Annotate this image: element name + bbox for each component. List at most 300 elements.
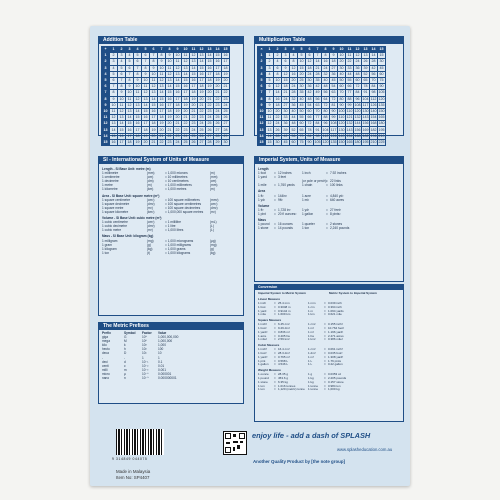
grid-cell: 20: [275, 108, 280, 113]
grid-cell: 14: [191, 65, 196, 70]
grid-cell: 17: [215, 65, 220, 70]
grid-cell: 72: [331, 96, 336, 101]
prefix-cell: µ: [124, 371, 126, 376]
grid-cell: 9: [150, 65, 158, 71]
grid-cell: 23: [191, 121, 196, 126]
conversion-sub-left: Imperial System to Metric System: [258, 291, 306, 295]
unit-cell: 640 acres: [330, 197, 344, 202]
grid-cell: 5: [298, 53, 306, 59]
metric-prefixes-panel: [98, 322, 244, 404]
grid-cell: 24: [207, 115, 212, 120]
unit-cell: =: [326, 197, 328, 202]
grid-cell: 20: [159, 127, 164, 132]
grid-cell: 17: [191, 84, 196, 89]
grid-cell: 120: [378, 96, 385, 101]
grid-cell: 2: [110, 53, 118, 59]
prefix-cell: hecto: [102, 347, 110, 352]
grid-cell: 12: [159, 78, 164, 83]
grid-cell: 11: [118, 102, 126, 108]
grid-cell: 8: [266, 96, 274, 102]
grid-cell: 90: [331, 108, 336, 113]
grid-cell: 78: [307, 127, 312, 132]
grid-cell: 14: [207, 53, 212, 58]
grid-cell: 18: [215, 71, 220, 76]
conversion-cell: 1.094 yards: [328, 308, 344, 313]
grid-cell: 27: [199, 139, 204, 144]
conversion-cell: =: [324, 301, 326, 305]
grid-cell: 8: [274, 71, 282, 77]
grid-cell: 10: [259, 108, 264, 113]
grid-cell: 65: [299, 127, 304, 132]
conversion-panel: [254, 284, 404, 422]
prefix-cell: M: [124, 339, 127, 344]
conversion-cell: 25.4 mm: [278, 301, 290, 305]
grid-cell: 11: [346, 53, 354, 59]
grid-cell: 5: [298, 47, 306, 53]
grid-cell: 18: [151, 121, 156, 126]
grid-cell: 14: [159, 90, 164, 95]
grid-cell: 12: [167, 71, 172, 76]
conversion-cell: =: [324, 350, 326, 355]
reference-card: [90, 26, 410, 486]
conversion-cell: 1 L: [308, 358, 313, 363]
grid-cell: 16: [151, 108, 156, 113]
grid-cell: 60: [355, 78, 360, 83]
grid-cell: 98: [371, 90, 376, 95]
grid-cell: 56: [315, 96, 320, 101]
unit-cell: 1 square kilometre: [102, 209, 129, 214]
prefix-cell: deca: [102, 351, 109, 356]
grid-cell: 40: [323, 78, 328, 83]
grid-cell: 19: [167, 115, 172, 120]
grid-cell: 12: [103, 121, 108, 126]
conversion-cell: 28.35 g: [278, 372, 289, 377]
conversion-cell: 1.76 pints: [328, 358, 342, 363]
grid-cell: 15: [111, 133, 116, 138]
grid-cell: 24: [175, 139, 180, 144]
product-info: [116, 469, 150, 481]
grid-cell: 2: [274, 53, 282, 59]
grid-cell: 3: [102, 65, 110, 71]
conversion-cell: 1 kg: [308, 379, 314, 384]
grid-cell: 22: [167, 133, 172, 138]
grid-cell: 52: [363, 71, 368, 76]
grid-cell: 19: [191, 96, 196, 101]
grid-cell: 195: [362, 139, 369, 144]
grid-cell: 4: [274, 59, 282, 65]
prefix-header: Value: [158, 331, 167, 335]
conversion-cell: 1,000 kg: [328, 387, 340, 392]
grid-cell: 20: [223, 78, 228, 83]
unit-cell: 1 yard: [258, 175, 267, 180]
grid-cell: 23: [207, 108, 212, 113]
grid-cell: 45: [331, 78, 336, 83]
grid-cell: 143: [346, 127, 353, 132]
unit-cell: (m²): [147, 205, 153, 210]
conversion-cell: 0.405 ha: [278, 333, 290, 338]
grid-cell: 11: [110, 108, 118, 114]
grid-cell: 5: [142, 47, 150, 53]
grid-cell: 1: [110, 47, 118, 53]
conversion-cell: =: [324, 387, 326, 392]
grid-cell: 9: [330, 53, 338, 59]
grid-cell: 10: [143, 78, 148, 83]
grid-cell: 135: [330, 139, 337, 144]
grid-cell: 150: [338, 139, 345, 144]
unit-cell: (km): [147, 187, 154, 192]
conversion-cell: 28.3 dm³: [278, 350, 290, 355]
grid-cell: 65: [363, 78, 368, 83]
section-heading: Mass - SI Base Unit: kilogram (kg): [102, 234, 154, 239]
unit-cell: 4,840 yd²: [330, 193, 344, 198]
grid-row: [102, 139, 230, 145]
unit-row: [258, 198, 400, 202]
conversion-cell: 1 m²: [308, 325, 314, 330]
conversion-cell: =: [324, 383, 326, 388]
grid-cell: 132: [346, 121, 353, 126]
grid-cell: 44: [291, 115, 296, 120]
conversion-sub-right: Metric System to Imperial System: [329, 291, 377, 295]
grid-cell: 10: [127, 90, 132, 95]
conversion-cell: 1 g: [308, 372, 313, 377]
grid-cell: 1: [266, 47, 274, 53]
prefix-cell: 10⁻³: [142, 367, 149, 372]
grid-cell: 5: [126, 59, 134, 65]
grid-cell: 210: [378, 133, 385, 138]
grid-cell: 13: [135, 102, 140, 107]
unit-cell: =: [274, 175, 276, 180]
grid-cell: 32: [323, 71, 328, 76]
conversion-cell: 1 tonne: [308, 383, 319, 388]
grid-cell: 120: [322, 139, 329, 144]
grid-cell: 21: [159, 133, 164, 138]
conversion-cell: =: [274, 358, 276, 363]
grid-cell: 7: [314, 53, 322, 59]
conversion-cell: 1 inch²: [258, 322, 268, 327]
grid-cell: 12: [135, 96, 140, 101]
conversion-cell: =: [274, 347, 276, 352]
grid-cell: 12: [291, 65, 296, 70]
unit-cell: (mm): [210, 175, 218, 180]
grid-cell: 22: [175, 127, 180, 132]
conversion-cell: =: [324, 379, 326, 384]
grid-cell: 14: [199, 59, 204, 64]
conversion-row: [255, 388, 403, 392]
grid-cell: 14: [371, 53, 376, 58]
unit-cell: 14 pounds: [278, 226, 293, 231]
grid-cell: 19: [207, 84, 212, 89]
grid-cell: 24: [275, 121, 280, 126]
grid-cell: 16: [143, 115, 148, 120]
grid-cell: 25: [215, 115, 220, 120]
conversion-cell: 1 cm³: [308, 347, 316, 352]
conversion-cell: 0.386 mile²: [328, 337, 343, 342]
grid-cell: 24: [215, 108, 220, 113]
si-units-panel: [98, 156, 244, 316]
unit-cell: 1 decimetre: [102, 179, 119, 184]
conversion-cell: 1 stone: [258, 379, 268, 384]
grid-cell: 4: [134, 47, 142, 53]
grid-cell: 19: [223, 71, 228, 76]
grid-cell: 7: [118, 77, 126, 83]
conversion-cell: =: [274, 379, 276, 384]
grid-cell: 132: [354, 115, 361, 120]
grid-cell: 18: [331, 59, 336, 64]
prefix-cell: 10⁻⁶: [142, 371, 149, 376]
grid-cell: 14: [119, 121, 124, 126]
grid-cell: 23: [175, 133, 180, 138]
unit-cell: 1 milligram: [102, 238, 118, 243]
grid-cell: 36: [283, 121, 288, 126]
grid-cell: 24: [191, 127, 196, 132]
prefix-cell: 0.01: [158, 363, 165, 368]
grid-cell: 7: [102, 90, 110, 96]
grid-cell: 156: [354, 127, 361, 132]
conversion-cell: 1.196 yard²: [328, 329, 344, 334]
grid-cell: 12: [127, 102, 132, 107]
grid-cell: 195: [378, 127, 385, 132]
grid-cell: 6: [110, 77, 118, 83]
prefix-header: Symbol: [124, 331, 136, 335]
grid-cell: 55: [347, 78, 352, 83]
grid-cell: 18: [183, 96, 188, 101]
grid-cell: 9: [266, 102, 274, 108]
unit-row: [258, 183, 400, 187]
grid-cell: 13: [259, 127, 264, 132]
grid-cell: 27: [283, 102, 288, 107]
prefix-cell: deci: [102, 359, 108, 364]
grid-cell: 108: [354, 102, 361, 107]
grid-cell: 15: [199, 65, 204, 70]
metric-prefixes-title: The Metric Prefixes: [99, 323, 243, 330]
grid-cell: 12: [119, 108, 124, 113]
grid-cell: 23: [199, 115, 204, 120]
grid-cell: 14: [135, 108, 140, 113]
conversion-cell: 0.836 m²: [278, 329, 290, 334]
grid-cell: 130: [338, 127, 345, 132]
grid-cell: 104: [362, 96, 369, 101]
unit-cell: 1 chain: [302, 183, 313, 188]
grid-cell: 18: [143, 127, 148, 132]
grid-cell: 16: [191, 78, 196, 83]
grid-cell: 15: [207, 59, 212, 64]
grid-cell: 8: [158, 53, 166, 59]
unit-cell: 9ft²: [278, 197, 283, 202]
grid-cell: 17: [159, 108, 164, 113]
conversion-title: Conversion: [255, 285, 403, 290]
grid-cell: 8: [102, 96, 110, 102]
grid-cell: 11: [190, 47, 198, 53]
grid-cell: 4: [118, 59, 126, 65]
grid-cell: 49: [315, 90, 320, 95]
prefix-cell: 1,000,000,000: [158, 335, 179, 340]
grid-cell: 14: [103, 133, 108, 138]
grid-cell: 36: [331, 71, 336, 76]
grid-cell: 15: [135, 115, 140, 120]
prefix-cell: 0.001: [158, 367, 166, 372]
conversion-cell: 1 ounce: [258, 372, 269, 377]
conversion-group-heading: Linear Measure: [258, 297, 281, 301]
grid-cell: 2: [274, 47, 282, 53]
unit-cell: = 100 square centimetres: [165, 201, 202, 206]
prefix-cell: 0.1: [158, 359, 163, 364]
grid-cell: 48: [323, 84, 328, 89]
unit-cell: (cm²): [210, 201, 218, 206]
grid-cell: 8: [258, 96, 266, 102]
grid-cell: 4: [290, 53, 298, 59]
grid-cell: 210: [370, 139, 377, 144]
grid-cell: 7: [142, 59, 150, 65]
grid-cell: 8: [126, 77, 134, 83]
unit-cell: (dm²): [147, 201, 155, 206]
prefix-cell: 10²: [142, 347, 147, 352]
grid-cell: 12: [307, 59, 312, 64]
si-units-title: SI - International System of Units of Measure: [99, 157, 243, 164]
conversion-cell: 0.0353 oz: [328, 372, 342, 377]
grid-cell: 77: [315, 115, 320, 120]
grid-cell: 4: [266, 71, 274, 77]
unit-cell: (dm²): [210, 205, 218, 210]
unit-cell: =: [274, 222, 276, 227]
conversion-cell: 1 m³: [308, 354, 314, 359]
grid-cell: 1: [258, 53, 266, 59]
grid-cell: 9: [110, 96, 118, 102]
grid-cell: 2: [102, 59, 110, 65]
grid-cell: 120: [354, 108, 361, 113]
grid-cell: 15: [379, 47, 384, 52]
unit-cell: 1 quarter: [302, 222, 315, 227]
grid-cell: 12: [267, 121, 272, 126]
grid-cell: 10: [159, 65, 164, 70]
qr-code: [223, 431, 247, 455]
grid-cell: 9: [330, 47, 338, 53]
unit-cell: 1 kilogram: [102, 246, 117, 251]
conversion-cell: =: [324, 312, 326, 317]
grid-cell: 2: [258, 59, 266, 65]
grid-cell: 15: [151, 102, 156, 107]
unit-cell: 1 ton: [102, 250, 110, 255]
grid-cell: 36: [307, 84, 312, 89]
unit-cell: 12 inches: [278, 171, 292, 176]
conversion-cell: 6.35 kg: [278, 379, 288, 384]
section-heading: Mass: [258, 218, 266, 223]
conversion-cell: 1 ton: [258, 383, 265, 388]
unit-cell: (mg): [210, 242, 217, 247]
grid-cell: 66: [347, 84, 352, 89]
conversion-cell: =: [274, 329, 276, 334]
grid-cell: 14: [111, 127, 116, 132]
grid-cell: 10: [275, 78, 280, 83]
grid-cell: 8: [290, 59, 298, 65]
conversion-cell: 2.471 acres: [328, 333, 344, 338]
grid-cell: 22: [159, 139, 164, 144]
grid-cell: 56: [371, 71, 376, 76]
website-link[interactable]: www.splasheducation.com.au: [337, 447, 393, 452]
grid-cell: 16: [199, 71, 204, 76]
grid-cell: 10: [103, 108, 108, 113]
grid-cell: 112: [322, 133, 329, 138]
conversion-group-heading: Square Measure: [258, 318, 282, 323]
grid-cell: 55: [299, 115, 304, 120]
grid-cell: 20: [291, 78, 296, 83]
grid-cell: 180: [378, 121, 385, 126]
grid-cell: 17: [199, 78, 204, 83]
prefix-cell: giga: [102, 335, 109, 340]
conversion-cell: 2.59 km²: [278, 337, 290, 342]
grid-cell: 52: [291, 127, 296, 132]
grid-cell: 30: [223, 139, 228, 144]
grid-cell: 14: [371, 47, 376, 52]
grid-cell: 3: [258, 65, 266, 71]
unit-cell: 1 cubic metre: [102, 228, 122, 233]
grid-cell: 60: [379, 71, 384, 76]
grid-cell: 9: [166, 53, 174, 59]
grid-cell: 91: [363, 90, 368, 95]
grid-cell: 8: [110, 90, 118, 96]
grid-cell: 9: [174, 47, 182, 53]
grid-cell: 12: [199, 47, 204, 52]
grid-cell: 27: [215, 127, 220, 132]
unit-cell: = 1 litre: [165, 224, 176, 229]
grid-cell: 4: [110, 65, 118, 71]
conversion-cell: =: [324, 354, 326, 359]
grid-cell: 15: [175, 84, 180, 89]
grid-cell: 42: [315, 84, 320, 89]
grid-cell: 15: [259, 139, 264, 144]
grid-cell: 27: [331, 65, 336, 70]
grid-cell: 15: [283, 78, 288, 83]
grid-cell: 63: [331, 90, 336, 95]
unit-cell: (m³): [147, 228, 153, 233]
grid-cell: 84: [307, 133, 312, 138]
grid-cell: 18: [283, 84, 288, 89]
unit-cell: = 10 millimetres: [165, 175, 188, 180]
grid-cell: 15: [103, 139, 108, 144]
grid-cell: 182: [362, 133, 369, 138]
conversion-cell: 1 pound: [258, 375, 269, 380]
unit-cell: =: [274, 197, 276, 202]
unit-cell: 1 mile: [258, 183, 267, 188]
grid-cell: 11: [142, 84, 150, 90]
unit-cell: 1 yd²: [258, 197, 266, 202]
grid-cell: 22: [191, 115, 196, 120]
grid-cell: 25: [299, 78, 304, 83]
conversion-cell: =: [274, 362, 276, 367]
grid-cell: 18: [223, 65, 228, 70]
grid-cell: 14: [215, 47, 220, 52]
grid-cell: 21: [183, 115, 188, 120]
conversion-cell: 0.035 foot³: [328, 350, 343, 355]
grid-cell: 6: [258, 84, 266, 90]
prefix-cell: milli: [102, 367, 108, 372]
unit-cell: 100 links: [330, 183, 343, 188]
grid-cell: 7: [134, 65, 142, 71]
unit-row: [102, 228, 240, 232]
grid-cell: 105: [378, 90, 385, 95]
grid-cell: 15: [191, 71, 196, 76]
grid-cell: 22: [207, 102, 212, 107]
grid-cell: 4: [126, 53, 134, 59]
grid-cell: 8: [322, 53, 330, 59]
grid-cell: 15: [379, 53, 384, 58]
grid-cell: 16: [175, 90, 180, 95]
conversion-group-heading: Weight Measure: [258, 368, 281, 373]
grid-cell: 10: [167, 59, 172, 64]
conversion-cell: 1 acre: [258, 333, 267, 338]
unit-cell: (mm): [147, 171, 155, 176]
grid-cell: 40: [299, 96, 304, 101]
grid-cell: 25: [207, 121, 212, 126]
